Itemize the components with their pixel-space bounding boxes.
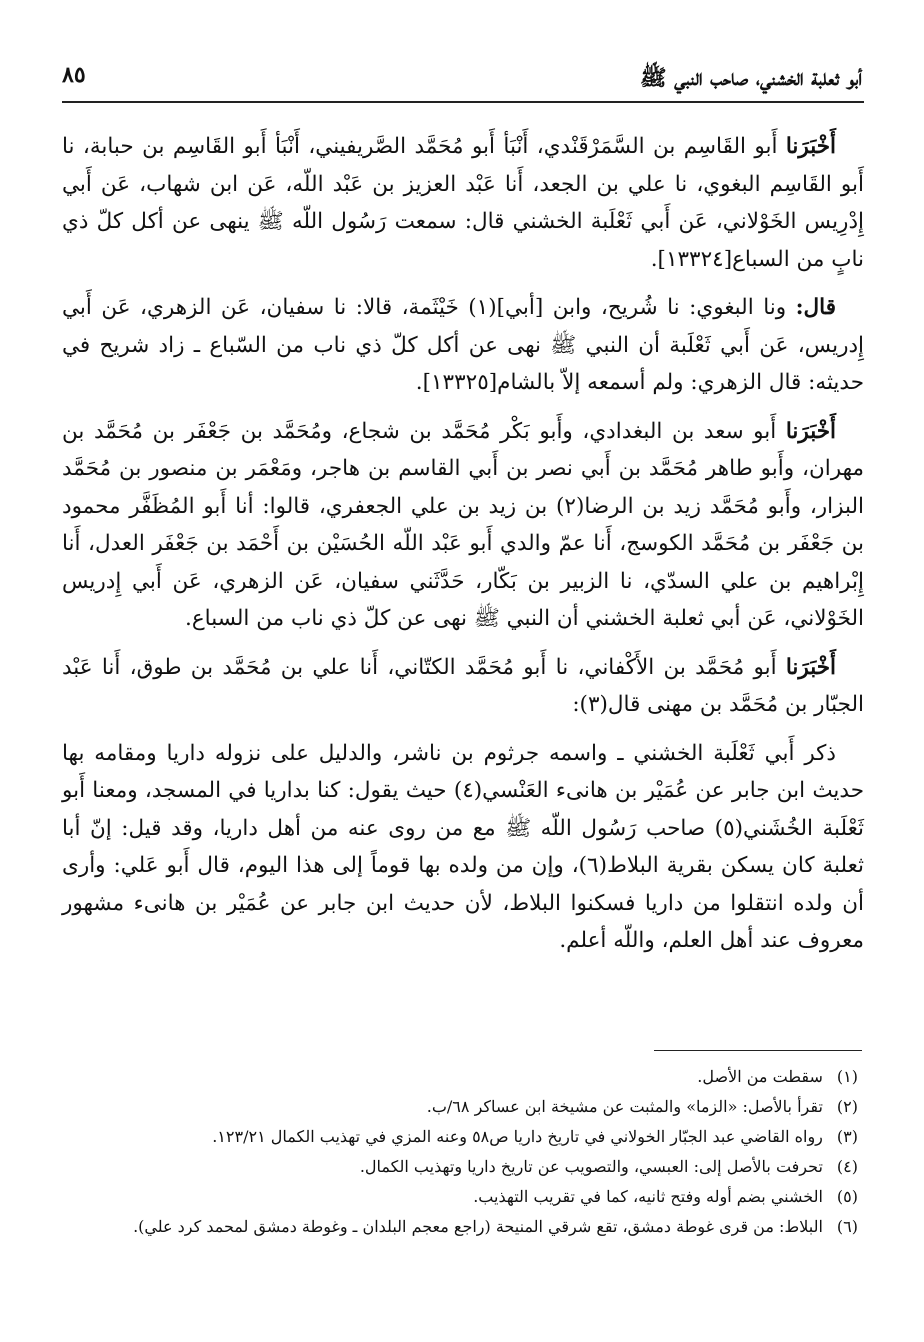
footnotes xyxy=(62,1062,864,1242)
footnote-number: (٣) xyxy=(836,1127,858,1146)
paragraph xyxy=(62,128,864,278)
footnote xyxy=(62,1182,864,1212)
footnote-number: (٢) xyxy=(836,1097,858,1116)
main-text xyxy=(62,128,864,971)
paragraph-text: ذكر أَبي ثَعْلَبة الخشني ـ واسمه جرثوم بن ناشر، والدليل على نزوله داريا ومقامه بها حديث ابن جابر عن عُمَيْر بن هانىء العَنْسي(٤) حيث يقول: كنا بداريا في المسجد، ومعنا أَبو ثَعْلَبة الخُشَني(٥) صاحب رَسُول اللّه ﷺ مع من روى عنه من أهل داريا، وقد قيل: إنّ أبا ثعلبة كان يسكن بقرية البلاط(٦)، وإن من ولده بها قوماً إلى هذا اليوم، قال أَبو عَلي: وأرى أن ولده انتقلوا من داريا فسكنوا البلاط، لأن حديث ابن جابر عن عُمَيْر بن هانىء مشهور معروف عند أهل العلم، واللّه أعلم. xyxy=(62,740,865,953)
footnote-number: (٦) xyxy=(836,1217,858,1236)
footnote-text: تقرأ بالأصل: «الزما» والمثبت عن مشيخة ابن عساكر ٦٨/ب. xyxy=(426,1097,823,1116)
page-number: ٨٥ xyxy=(62,62,86,88)
paragraph xyxy=(62,413,864,638)
paragraph-text: أَبو مُحَمَّد بن الأَكْفاني، نا أَبو مُحَمَّد الكتّاني، أَنا علي بن مُحَمَّد بن طوق، أَنا عَبْد الجبّار بن مُحَمَّد بن مهنى قال(٣): xyxy=(62,654,864,717)
paragraph-text: أَبو سعد بن البغدادي، وأَبو بَكْر مُحَمَّد بن شجاع، ومُحَمَّد بن جَعْفَر بن مُحَمَّد بن مهران، وأَبو طاهر مُحَمَّد بن أَبي نصر بن أَبي القاسم بن هاجر، ومَعْمَر بن منصور بن مُحَمَّد البزار، وأَبو مُحَمَّد زيد بن الرضا(٢) بن زيد بن علي الجعفري، قالوا: أنا أَبو المُظَفَّر محمود بن جَعْفَر بن مُحَمَّد الكوسج، أَنا عمّ والدي أَبو عَبْد اللّه الحُسَيْن بن أَحْمَد بن جَعْفَر العدل، أَنا إِبْراهيم بن علي السدّي، نا الزبير بن بَكّار، حَدَّثَني سفيان، عَن الزهري، عَن أَبي إِدريس الخَوْلاني، عَن أبي ثعلبة الخشني أن النبي ﷺ نهى عن كلّ ذي ناب من السباع. xyxy=(62,418,865,631)
paragraph xyxy=(62,289,864,402)
footnote-text: تحرفت بالأصل إلى: العبسي، والتصويب عن تاريخ داريا وتهذيب الكمال. xyxy=(359,1157,823,1176)
paragraph-lead: أَخْبَرَنا xyxy=(785,654,836,680)
paragraph-lead: قال: xyxy=(795,295,836,320)
paragraph xyxy=(62,735,864,960)
footnote-number: (٤) xyxy=(836,1157,858,1176)
footnote xyxy=(62,1062,864,1092)
footnote xyxy=(62,1092,864,1122)
footnote-text: رواه القاضي عبد الجبّار الخولاني في تاريخ داريا ص٥٨ وعنه المزي في تهذيب الكمال ١٢٣/٢١. xyxy=(212,1127,823,1146)
paragraph xyxy=(62,649,864,724)
footnote xyxy=(62,1122,864,1152)
footnote-number: (٥) xyxy=(836,1187,858,1206)
footnote-number: (١) xyxy=(836,1067,858,1086)
paragraph-lead: أَخْبَرَنا xyxy=(785,134,836,159)
header-rule xyxy=(62,101,864,103)
footnote xyxy=(62,1152,864,1182)
paragraph-text: أَبو القَاسِم بن السَّمَرْقَنْدي، أَنْبَأ أَبو مُحَمَّد الصَّريفيني، أَنْبَأ أَبو القَاسِم بن حبابة، نا أَبو القَاسِم البغوي، نا علي بن الجعد، أَنا عَبْد العزيز بن عَبْد اللّه، عَن ابن شهاب، عَن أَبي إِدْرِيس الخَوْلاني، عَن أَبي ثَعْلَبة الخشني قال: سمعت رَسُول اللّه ﷺ ينهى عن أكل كلّ ذي نابٍ من السباع[١٣٣٢٤]. xyxy=(62,134,864,272)
footnote-text: سقطت من الأصل. xyxy=(697,1067,823,1086)
footnote-text: الخشني بضم أوله وفتح ثانيه، كما في تقريب التهذيب. xyxy=(473,1187,823,1206)
running-title: أبو ثعلبة الخشني، صاحب النبي ﷺ xyxy=(639,65,862,91)
footnote-text: البلاط: من قرى غوطة دمشق، تقع شرقي المنيحة (راجع معجم البلدان ـ وغوطة دمشق لمحمد كرد علي). xyxy=(133,1217,823,1236)
paragraph-lead: أَخْبَرَنا xyxy=(785,418,836,444)
footnote-rule xyxy=(654,1050,862,1051)
paragraph-text: ونا البغوي: نا شُريح، وابن [أبي](١) خَيْثَمة، قالا: نا سفيان، عَن الزهري، عَن أَبي إِدريس، عَن أَبي ثَعْلَبة أن النبي ﷺ نهى عن أكل كلّ ذي ناب من السّباع ـ زاد شريح في حديثه: قال الزهري: ولم أسمعه إلاّ بالشام[١٣٣٢٥]. xyxy=(62,295,864,395)
page-header xyxy=(62,58,862,98)
footnote xyxy=(62,1212,864,1242)
